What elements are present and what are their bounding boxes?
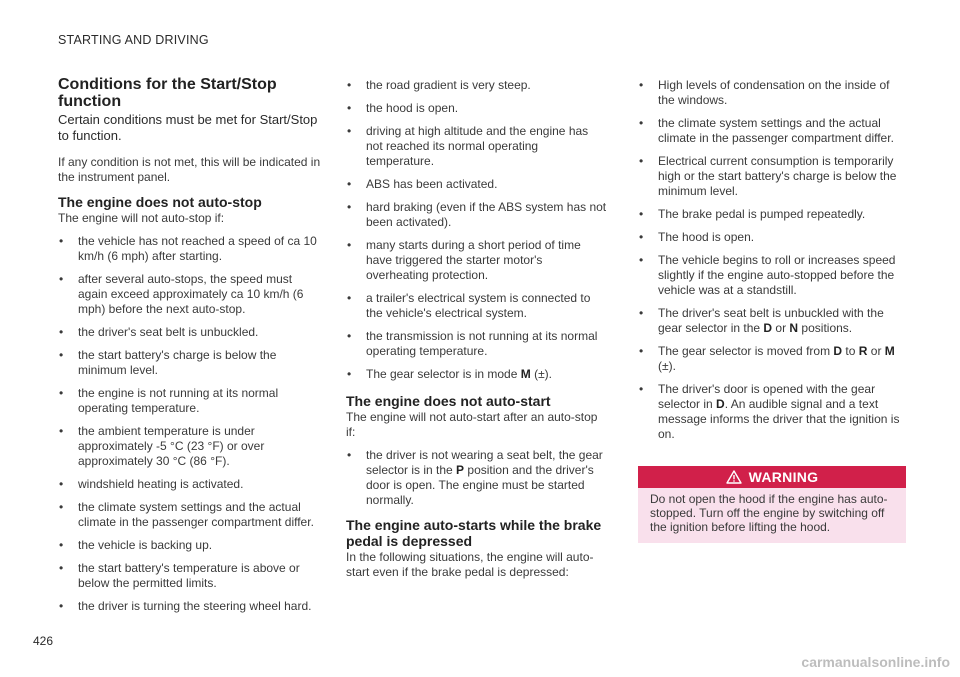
gear-mode-m: M bbox=[520, 367, 531, 381]
list-item bbox=[638, 154, 906, 199]
list-item-text: Electrical current consumption is temporarily high or the start battery's charge is below the minimum level. bbox=[658, 154, 897, 198]
lead-text: Certain conditions must be met for Start/Stop to function. bbox=[58, 112, 318, 143]
auto-start-intro: The engine will not auto-start after an auto-stop if: bbox=[346, 410, 598, 439]
list-item-text bbox=[658, 344, 895, 373]
bullet-icon: • bbox=[347, 367, 352, 381]
bullet-icon: • bbox=[347, 448, 352, 462]
list-item-text bbox=[658, 382, 899, 441]
bullet-icon: • bbox=[639, 78, 644, 92]
bullet-icon: • bbox=[59, 424, 64, 438]
bullet-icon: • bbox=[347, 177, 352, 191]
list-item-text: a trailer's electrical system is connected to the vehicle's electrical system. bbox=[366, 291, 591, 320]
auto-stop-list-1 bbox=[58, 234, 323, 614]
list-item-text bbox=[366, 448, 603, 507]
bullet-icon: • bbox=[639, 306, 644, 320]
list-item-text: the hood is open. bbox=[366, 101, 459, 115]
list-item bbox=[58, 386, 323, 416]
bullet-icon: • bbox=[59, 348, 64, 362]
list-item-text: windshield heating is activated. bbox=[78, 477, 244, 491]
list-item bbox=[638, 207, 906, 222]
list-item bbox=[346, 101, 608, 116]
gear-item-2-pre: The gear selector is moved from bbox=[658, 344, 834, 358]
list-item bbox=[58, 500, 323, 530]
column-1 bbox=[58, 76, 323, 622]
list-item bbox=[58, 325, 323, 340]
gear-d: D bbox=[716, 397, 725, 411]
list-item-text: The hood is open. bbox=[658, 230, 755, 244]
warning-triangle-icon bbox=[726, 470, 742, 484]
list-item bbox=[346, 329, 608, 359]
warning-header bbox=[638, 466, 906, 488]
warning-label: WARNING bbox=[748, 468, 819, 485]
list-item-text: after several auto-stops, the speed must again exceed approximately ca 10 km/h (6 mph) before the next auto-stop. bbox=[78, 272, 304, 316]
list-item bbox=[346, 78, 608, 93]
list-item-text: hard braking (even if the ABS system has not been activated). bbox=[366, 200, 607, 229]
bullet-icon: • bbox=[639, 154, 644, 168]
list-item bbox=[58, 477, 323, 492]
list-item-text: High levels of condensation on the inside of the windows. bbox=[658, 78, 890, 107]
list-item-text: many starts during a short period of time have triggered the starter motor's overheating protection. bbox=[366, 238, 581, 282]
bullet-icon: • bbox=[59, 538, 64, 552]
bullet-icon: • bbox=[59, 561, 64, 575]
list-item-text: the road gradient is very steep. bbox=[366, 78, 531, 92]
bullet-icon: • bbox=[59, 386, 64, 400]
list-item-text: driving at high altitude and the engine has not reached its normal operating temperature. bbox=[366, 124, 589, 168]
brake-intro: In the following situations, the engine will auto-start even if the brake pedal is depressed: bbox=[346, 550, 594, 579]
gear-d: D bbox=[763, 321, 773, 335]
gear-item-3-post: . An audible signal and a text message informs the driver that the ignition is on. bbox=[658, 397, 900, 441]
gear-item-1-post: positions. bbox=[798, 321, 853, 335]
bullet-icon: • bbox=[59, 599, 64, 613]
bullet-icon: • bbox=[347, 101, 352, 115]
bullet-icon: • bbox=[347, 329, 352, 343]
list-item bbox=[58, 599, 323, 614]
list-item-text: the climate system settings and the actual climate in the passenger compartment differ. bbox=[658, 116, 894, 145]
list-item-text bbox=[658, 306, 884, 335]
intro-text: If any condition is not met, this will be indicated in the instrument panel. bbox=[58, 155, 321, 184]
list-item bbox=[58, 234, 323, 264]
auto-stop-list-2 bbox=[346, 78, 608, 382]
list-item bbox=[346, 448, 608, 508]
list-item bbox=[346, 291, 608, 321]
gear-r: R bbox=[858, 344, 868, 358]
list-item-text: the vehicle is backing up. bbox=[78, 538, 213, 552]
list-item bbox=[58, 424, 323, 469]
auto-start-list bbox=[346, 448, 608, 508]
bullet-icon: • bbox=[347, 78, 352, 92]
list-item bbox=[58, 538, 323, 553]
list-item-text: the climate system settings and the actual climate in the passenger compartment differ. bbox=[78, 500, 314, 529]
list-item bbox=[58, 348, 323, 378]
bullet-icon: • bbox=[59, 272, 64, 286]
bullet-icon: • bbox=[639, 116, 644, 130]
bullet-icon: • bbox=[347, 124, 352, 138]
column-2 bbox=[346, 78, 608, 589]
gear-item-2-or: or bbox=[867, 344, 885, 358]
list-item-text bbox=[366, 367, 552, 381]
bullet-icon: • bbox=[347, 238, 352, 252]
list-item bbox=[638, 78, 906, 108]
list-item bbox=[58, 272, 323, 317]
list-item-text: the ambient temperature is under approximately -5 °C (23 °F) or over approximately 30 °C (86 °F). bbox=[78, 424, 265, 468]
bullet-icon: • bbox=[639, 382, 644, 396]
gear-item-1-mid: or bbox=[772, 321, 790, 335]
bullet-icon: • bbox=[639, 253, 644, 267]
auto-start-heading: The engine does not auto-start bbox=[346, 393, 551, 409]
gear-d: D bbox=[833, 344, 843, 358]
brake-heading: The engine auto-starts while the brake pedal is depressed bbox=[346, 517, 602, 549]
list-item bbox=[346, 177, 608, 192]
bullet-icon: • bbox=[59, 325, 64, 339]
list-item-text: the start battery's temperature is above or below the permitted limits. bbox=[78, 561, 300, 590]
page-title: Conditions for the Start/Stop function bbox=[58, 76, 277, 110]
list-item-text: the driver's seat belt is unbuckled. bbox=[78, 325, 259, 339]
bullet-icon: • bbox=[347, 291, 352, 305]
section-header: STARTING AND DRIVING bbox=[58, 33, 209, 47]
column-3 bbox=[638, 78, 906, 543]
bullet-icon: • bbox=[59, 234, 64, 248]
list-item bbox=[58, 561, 323, 591]
list-item bbox=[638, 306, 906, 336]
list-item-text: The brake pedal is pumped repeatedly. bbox=[658, 207, 866, 221]
list-item-text: the transmission is not running at its normal operating temperature. bbox=[366, 329, 598, 358]
list-item bbox=[638, 253, 906, 298]
auto-start-item-post: position and the driver's door is open. The engine must be started normally. bbox=[366, 463, 594, 507]
list-item bbox=[346, 200, 608, 230]
list-item bbox=[638, 344, 906, 374]
list-item-text: the start battery's charge is below the minimum level. bbox=[78, 348, 277, 377]
list-item-text: the driver is turning the steering wheel hard. bbox=[78, 599, 312, 613]
watermark: carmanualsonline.info bbox=[801, 654, 950, 670]
bullet-icon: • bbox=[347, 200, 352, 214]
auto-stop-intro: The engine will not auto-stop if: bbox=[58, 211, 225, 225]
gear-p: P bbox=[456, 463, 465, 477]
gear-item-text: The gear selector is in mode bbox=[366, 367, 521, 381]
gear-m: M bbox=[884, 344, 895, 358]
list-item bbox=[638, 230, 906, 245]
warning-box bbox=[638, 466, 906, 543]
bullet-icon: • bbox=[59, 500, 64, 514]
list-item bbox=[346, 238, 608, 283]
list-item-text: The vehicle begins to roll or increases speed slightly if the engine auto-stopped before the vehicle was at a standstill. bbox=[658, 253, 896, 297]
bullet-icon: • bbox=[639, 230, 644, 244]
list-item-text: ABS has been activated. bbox=[366, 177, 498, 191]
list-item-text: the vehicle has not reached a speed of ca 10 km/h (6 mph) after starting. bbox=[78, 234, 317, 263]
gear-item-1-pre: The driver's seat belt is unbuckled with the gear selector in the bbox=[658, 306, 884, 335]
bullet-icon: • bbox=[639, 207, 644, 221]
gear-item-3-pre: The driver's door is opened with the gear selector in bbox=[658, 382, 876, 411]
page-number: 426 bbox=[33, 634, 54, 648]
gear-item-suffix: (±). bbox=[530, 367, 552, 381]
gear-item-2-to: to bbox=[842, 344, 859, 358]
gear-item-2-post: (±). bbox=[658, 359, 676, 373]
bullet-icon: • bbox=[639, 344, 644, 358]
auto-start-item-pre: the driver is not wearing a seat belt, the gear selector is in the bbox=[366, 448, 603, 477]
bullet-icon: • bbox=[59, 477, 64, 491]
gear-n: N bbox=[789, 321, 799, 335]
list-item bbox=[638, 116, 906, 146]
auto-stop-heading: The engine does not auto-stop bbox=[58, 194, 262, 210]
brake-list bbox=[638, 78, 906, 442]
list-item-text: the engine is not running at its normal operating temperature. bbox=[78, 386, 279, 415]
list-item bbox=[346, 124, 608, 169]
list-item bbox=[346, 367, 608, 382]
warning-text: Do not open the hood if the engine has auto-stopped. Turn off the engine by switching off the ignition before lifting the hood. bbox=[650, 492, 888, 534]
list-item bbox=[638, 382, 906, 442]
